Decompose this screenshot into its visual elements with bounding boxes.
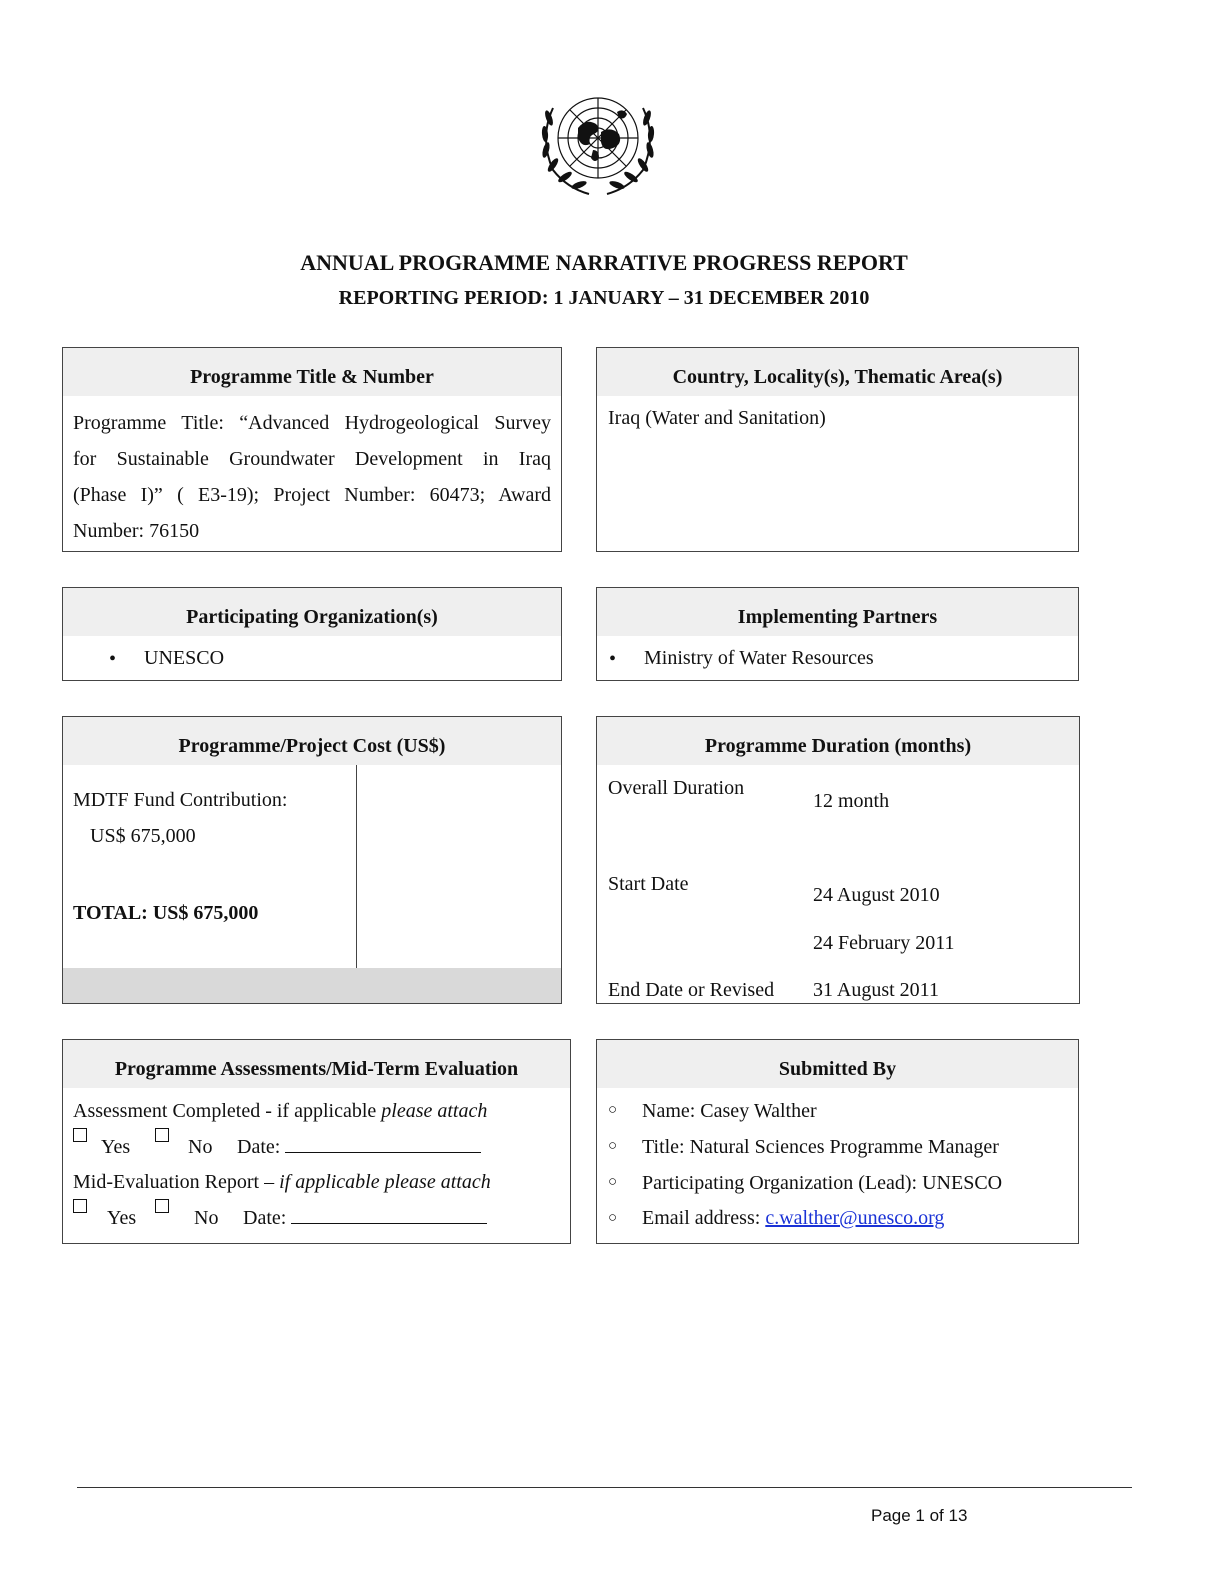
report-title: ANNUAL PROGRAMME NARRATIVE PROGRESS REPORT bbox=[300, 250, 908, 275]
submitter-title: Title: Natural Sciences Programme Manager bbox=[642, 1136, 999, 1158]
bullet-icon: • bbox=[109, 648, 117, 670]
mdtf-value: US$ 675,000 bbox=[90, 825, 196, 847]
mid-evaluation-date-label: Date: bbox=[243, 1207, 287, 1229]
submitted-by-box bbox=[596, 1039, 1079, 1244]
participating-box bbox=[62, 587, 562, 681]
mid-evaluation-attach-note: if applicable please attach bbox=[279, 1171, 491, 1193]
assessment-date-row bbox=[237, 1136, 481, 1159]
assessment-completed-row bbox=[73, 1100, 487, 1123]
mdtf-label: MDTF Fund Contribution: bbox=[73, 789, 288, 811]
assessment-completed-label: Assessment Completed - if applicable bbox=[73, 1100, 382, 1122]
overall-duration-value: 12 month bbox=[813, 790, 890, 812]
mid-evaluation-yes-checkbox[interactable] bbox=[73, 1199, 87, 1213]
end-date-value: 31 August 2011 bbox=[813, 979, 939, 1001]
assessment-no-label: No bbox=[188, 1136, 213, 1158]
assessment-date-field[interactable] bbox=[285, 1138, 481, 1153]
circle-bullet-icon: ○ bbox=[608, 1174, 618, 1190]
assessment-yes-checkbox[interactable] bbox=[73, 1128, 87, 1142]
submitted-by-heading: Submitted By bbox=[597, 1040, 1078, 1088]
cost-heading: Programme/Project Cost (US$) bbox=[63, 717, 561, 765]
programme-title-line-4: Number: 76150 bbox=[73, 520, 200, 542]
participating-heading: Participating Organization(s) bbox=[63, 588, 561, 636]
submitter-organization: Participating Organization (Lead): UNESCO bbox=[642, 1172, 1003, 1194]
mid-evaluation-date-row bbox=[243, 1207, 487, 1230]
programme-title-box bbox=[62, 347, 562, 552]
cost-box bbox=[62, 716, 562, 1004]
end-date-label: End Date or Revised bbox=[608, 979, 775, 1001]
implementing-item: Ministry of Water Resources bbox=[644, 647, 874, 669]
start-date-label: Start Date bbox=[608, 873, 689, 895]
assessment-attach-note: please attach bbox=[381, 1100, 488, 1122]
assessment-no-checkbox[interactable] bbox=[155, 1128, 169, 1142]
country-box bbox=[596, 347, 1079, 552]
page-number: Page 1 of 13 bbox=[871, 1506, 968, 1525]
programme-title-line-1: Programme Title: “Advanced Hydrogeological Survey bbox=[73, 412, 551, 434]
email-link[interactable]: c.walther@unesco.org bbox=[765, 1207, 945, 1229]
implementing-box bbox=[596, 587, 1079, 681]
circle-bullet-icon: ○ bbox=[608, 1102, 618, 1118]
circle-bullet-icon: ○ bbox=[608, 1138, 618, 1154]
mid-evaluation-yes-label: Yes bbox=[107, 1207, 137, 1229]
programme-title-line-2: for Sustainable Groundwater Development in Iraq bbox=[73, 448, 551, 470]
start-date-value: 24 August 2010 bbox=[813, 884, 940, 906]
assessment-yes-label: Yes bbox=[101, 1136, 131, 1158]
assessments-box bbox=[62, 1039, 571, 1244]
mid-evaluation-row bbox=[73, 1171, 491, 1194]
country-heading: Country, Locality(s), Thematic Area(s) bbox=[597, 348, 1078, 396]
cost-divider bbox=[356, 765, 357, 968]
mid-evaluation-no-label: No bbox=[194, 1207, 219, 1229]
participating-item: UNESCO bbox=[144, 647, 225, 669]
original-end-date-value: 24 February 2011 bbox=[813, 932, 955, 954]
cost-total: TOTAL: US$ 675,000 bbox=[73, 902, 259, 924]
country-value: Iraq (Water and Sanitation) bbox=[608, 407, 826, 429]
duration-heading: Programme Duration (months) bbox=[597, 717, 1079, 765]
circle-bullet-icon: ○ bbox=[608, 1210, 618, 1226]
cost-footer-band bbox=[63, 968, 561, 1003]
mid-evaluation-label: Mid-Evaluation Report – bbox=[73, 1171, 280, 1193]
overall-duration-label: Overall Duration bbox=[608, 777, 745, 799]
assessments-heading: Programme Assessments/Mid-Term Evaluation bbox=[63, 1040, 570, 1088]
programme-title-heading: Programme Title & Number bbox=[63, 348, 561, 396]
mid-evaluation-date-field[interactable] bbox=[291, 1209, 487, 1224]
footer-divider bbox=[77, 1487, 1132, 1488]
assessment-date-label: Date: bbox=[237, 1136, 281, 1158]
reporting-period: REPORTING PERIOD: 1 JANUARY – 31 DECEMBER 2010 bbox=[338, 287, 870, 309]
implementing-heading: Implementing Partners bbox=[597, 588, 1078, 636]
submitter-email-row bbox=[642, 1207, 944, 1230]
email-label: Email address: bbox=[642, 1207, 766, 1229]
un-emblem-logo bbox=[533, 88, 663, 200]
bullet-icon: • bbox=[609, 648, 617, 670]
submitter-name: Name: Casey Walther bbox=[642, 1100, 817, 1122]
programme-title-line-3: (Phase I)” ( E3-19); Project Number: 60473; Award bbox=[73, 484, 551, 506]
duration-box bbox=[596, 716, 1080, 1004]
mid-evaluation-no-checkbox[interactable] bbox=[155, 1199, 169, 1213]
